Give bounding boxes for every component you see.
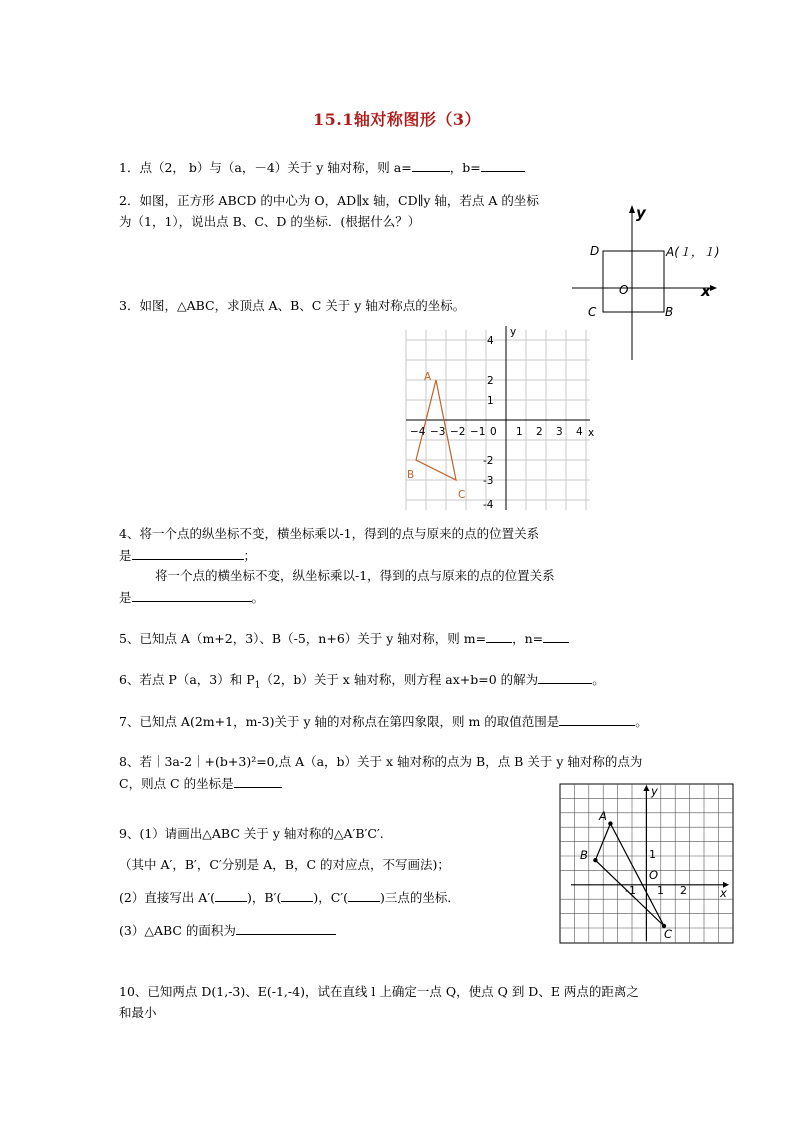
q6-subscript: 1 [254,680,261,691]
q9-blank-area[interactable] [236,920,336,935]
q1-blank-a[interactable] [412,157,450,172]
question-9-line1: 9、(1）请画出△ABC 关于 y 轴对称的△A′B′C′. [119,826,384,841]
point-b-label: B [665,305,674,319]
q9-blank-c[interactable] [348,887,380,902]
q7-blank[interactable] [559,711,635,726]
vertex-c-label: C [458,489,466,501]
x-tick: −4 [410,426,426,438]
y-axis-label: y [636,204,646,222]
q5-mid: ，n= [512,631,544,646]
y-axis-arrow [629,205,635,213]
x-tick-1: 1 [657,884,664,897]
question-4-line2 [119,545,256,566]
x-axis-label: x [701,282,711,300]
q9-c-prime: )，C′( [313,890,348,905]
q5-text: 5、已知点 A（m+2，3）、B（-5，n+6）关于 y 轴对称，则 m= [119,631,487,646]
question-1 [119,157,525,178]
x-tick-2: 2 [680,884,687,897]
vertex-b [593,858,597,862]
vertex-a [608,821,612,825]
q4-prefix: 是 [119,548,132,563]
q6-text-a: 6、若点 P（a，3）和 P [119,672,255,687]
q9-area: (3）△ABC 的面积为 [119,923,236,938]
point-c-label: C [588,305,597,319]
origin-label: O [619,283,629,297]
x-tick: 1 [516,426,523,438]
q9-end: )三点的坐标． [379,890,460,905]
question-7 [119,711,648,732]
y-tick: -2 [483,455,494,467]
q5-blank-m[interactable] [486,628,512,643]
triangle-grid-figure [398,322,608,514]
x-axis-label: x [588,427,595,439]
q1-blank-b[interactable] [481,157,525,172]
y-tick: -3 [483,475,494,487]
question-9-line2: （其中 A′，B′，C′分别是 A，B，C 的对应点，不写画法)； [119,857,450,872]
q1-text: 1．点（2， b）与（a，－4）关于 y 轴对称，则 a= [119,160,412,175]
y-tick: 2 [487,375,494,387]
square-abcd [603,251,664,312]
question-4-line3: 将一个点的横坐标不变，纵坐标乘以-1，得到的点与原来的点的位置关系 [155,568,555,583]
x-tick: 2 [536,426,543,438]
question-10-line1: 10、已知两点 D(1,-3)、E(-1,-4)，试在直线 l 上确定一点 Q，使点 Q 到 D、E 两点的距离之 [119,984,639,999]
vertex-b-label: B [580,848,588,862]
y-tick: 1 [487,395,494,407]
vertex-b-label: B [407,469,415,481]
question-5 [119,628,569,649]
x-tick: 4 [576,426,583,438]
q6-blank[interactable] [538,669,592,684]
y-tick: 4 [487,335,494,347]
q9-grid-figure [559,783,735,945]
question-3: 3．如图，△ABC，求顶点 A、B、C 关于 y 轴对称点的坐标。 [119,298,466,313]
question-8-line1: 8、若｜3a-2｜+(b+3)²=0,点 A（a，b）关于 x 轴对称的点为 B，点 B 关于 y 轴对称的点为 [119,754,643,769]
x-tick: −1 [470,426,486,438]
vertex-c-label: C [664,927,673,941]
q6-text-b: （2，b）关于 x 轴对称，则方程 ax+b=0 的解为 [260,672,539,687]
q9-blank-a[interactable] [215,887,247,902]
y-axis-arrow [643,785,649,791]
x-tick: 3 [556,426,563,438]
q1-mid: ，b= [449,160,481,175]
question-2-line2: 为（1，1），说出点 B、C、D 的坐标．(根据什么？） [119,214,421,229]
y-tick-1: 1 [649,848,656,861]
q7-text: 7、已知点 A(2m+1，m-3)关于 y 轴的对称点在第四象限，则 m 的取值范围是 [119,714,560,729]
y-tick: -4 [483,499,494,511]
point-a-label: A(１，１) [666,245,720,259]
page-title: 15.1轴对称图形（3） [312,110,482,129]
origin-label: O [649,868,659,882]
question-4-line4 [119,587,264,608]
q6-end: 。 [592,672,605,687]
q9-b-prime: )，B′( [247,890,282,905]
q7-end: 。 [635,714,648,729]
origin-label: 0 [490,426,497,438]
question-8-line2 [119,773,282,794]
x-axis-label: x [720,886,727,900]
question-2-line1: 2．如图，正方形 ABCD 的中心为 O，AD∥x 轴，CD∥y 轴，若点 A 的坐标 [119,193,539,208]
y-axis-label: y [651,784,658,798]
vertex-a-label: A [599,809,607,823]
q9-a-prime: (2）直接写出 A′( [119,890,216,905]
q5-blank-n[interactable] [543,628,569,643]
q4-prefix-2: 是 [119,590,132,605]
question-6 [119,669,605,696]
q4-period: 。 [251,590,265,605]
question-4-line1: 4、将一个点的纵坐标不变，横坐标乘以-1，得到的点与原来的点的位置关系 [119,526,540,541]
q4-blank-2[interactable] [132,587,252,602]
question-10-line2: 和最小 [119,1005,157,1020]
question-9-line3 [119,887,460,908]
vertex-a-label: A [424,371,432,383]
x-axis-arrow [710,285,717,291]
q8-blank[interactable] [234,773,282,788]
y-axis-label: y [510,326,517,338]
q9-blank-b[interactable] [281,887,313,902]
x-tick: −2 [450,426,466,438]
question-9-line4 [119,920,336,941]
q8-text: C，则点 C 的坐标是 [119,776,234,791]
x-tick-neg1: -1 [625,884,636,897]
q4-semicolon: ； [243,548,257,563]
x-tick: −3 [430,426,446,438]
point-d-label: D [590,244,600,258]
q4-blank-1[interactable] [132,545,244,560]
